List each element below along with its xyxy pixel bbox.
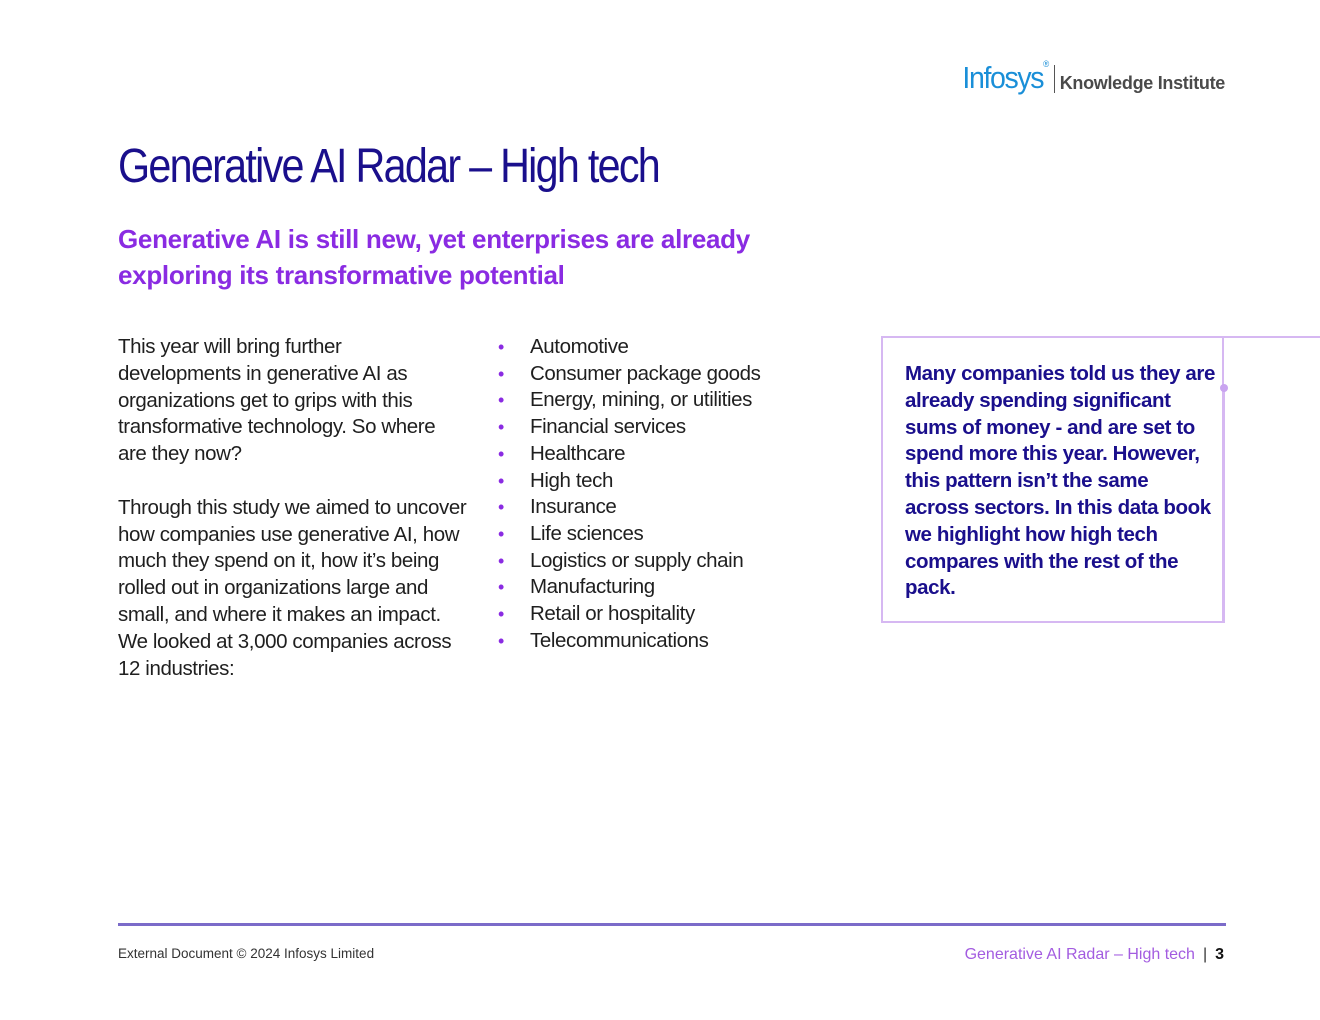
logo-tagline: Knowledge Institute bbox=[1059, 73, 1225, 93]
footer-doc-title: Generative AI Radar – High tech bbox=[964, 946, 1195, 963]
bullet-icon: • bbox=[498, 550, 504, 571]
footer-divider bbox=[118, 923, 1226, 926]
bullet-icon: • bbox=[498, 604, 504, 625]
page-title: Generative AI Radar – High tech bbox=[118, 140, 659, 193]
callout-top-rule bbox=[1224, 336, 1320, 338]
logo-divider bbox=[1054, 65, 1055, 93]
bullet-icon: • bbox=[498, 417, 504, 438]
list-item: • Energy, mining, or utilities bbox=[498, 387, 761, 414]
list-item: • Logistics or supply chain bbox=[498, 548, 761, 575]
logo-brand: Infosys® bbox=[962, 59, 1048, 95]
infosys-knowledge-institute-logo bbox=[955, 59, 1225, 95]
list-item: • Telecommunications bbox=[498, 628, 761, 655]
intro-paragraph-2: Through this study we aimed to uncover how companies use generative AI, how much they spend on it, how it’s being rolled out in organizations large and small, and where it makes an impact. We looked at 3,000 companies across 12 industries: bbox=[118, 495, 467, 680]
footer-separator: | bbox=[1202, 946, 1208, 963]
footer-copyright: External Document © 2024 Infosys Limited bbox=[118, 946, 375, 961]
intro-paragraph-1: This year will bring further developments in generative AI as organizations get to grips with this transformative technology. So where are they now? bbox=[118, 335, 436, 466]
callout-side-rule bbox=[1223, 390, 1225, 623]
list-item: • Financial services bbox=[498, 414, 761, 441]
bullet-icon: • bbox=[498, 363, 504, 384]
bullet-icon: • bbox=[498, 470, 504, 491]
intro-text bbox=[118, 334, 468, 709]
bullet-icon: • bbox=[498, 337, 504, 357]
page-subtitle: Generative AI is still new, yet enterprises are already exploring its transformative potential bbox=[118, 224, 750, 290]
list-item: • Healthcare bbox=[498, 441, 761, 468]
footer-page-info bbox=[965, 946, 1224, 964]
list-item: • Life sciences bbox=[498, 521, 761, 548]
list-item: • Insurance bbox=[498, 494, 761, 521]
list-item: • High tech bbox=[498, 468, 761, 495]
list-item: • Automotive bbox=[498, 334, 761, 361]
page-number: 3 bbox=[1215, 946, 1224, 963]
bullet-icon: • bbox=[498, 577, 504, 598]
callout-dot-icon bbox=[1220, 384, 1228, 392]
bullet-icon: • bbox=[498, 390, 504, 411]
industries-list bbox=[498, 334, 761, 654]
bullet-icon: • bbox=[498, 523, 504, 544]
bullet-icon: • bbox=[498, 497, 504, 518]
bullet-icon: • bbox=[498, 630, 504, 651]
list-item: • Retail or hospitality bbox=[498, 601, 761, 628]
bullet-icon: • bbox=[498, 443, 504, 464]
list-item: • Manufacturing bbox=[498, 574, 761, 601]
list-item: • Consumer package goods bbox=[498, 361, 761, 388]
callout-text: Many companies told us they are already spending significant sums of money - and are set to spend more this year. However, this pattern isn’t the same across sectors. In this data book we highlight how high tech compares with the rest of the pack. bbox=[905, 362, 1215, 600]
